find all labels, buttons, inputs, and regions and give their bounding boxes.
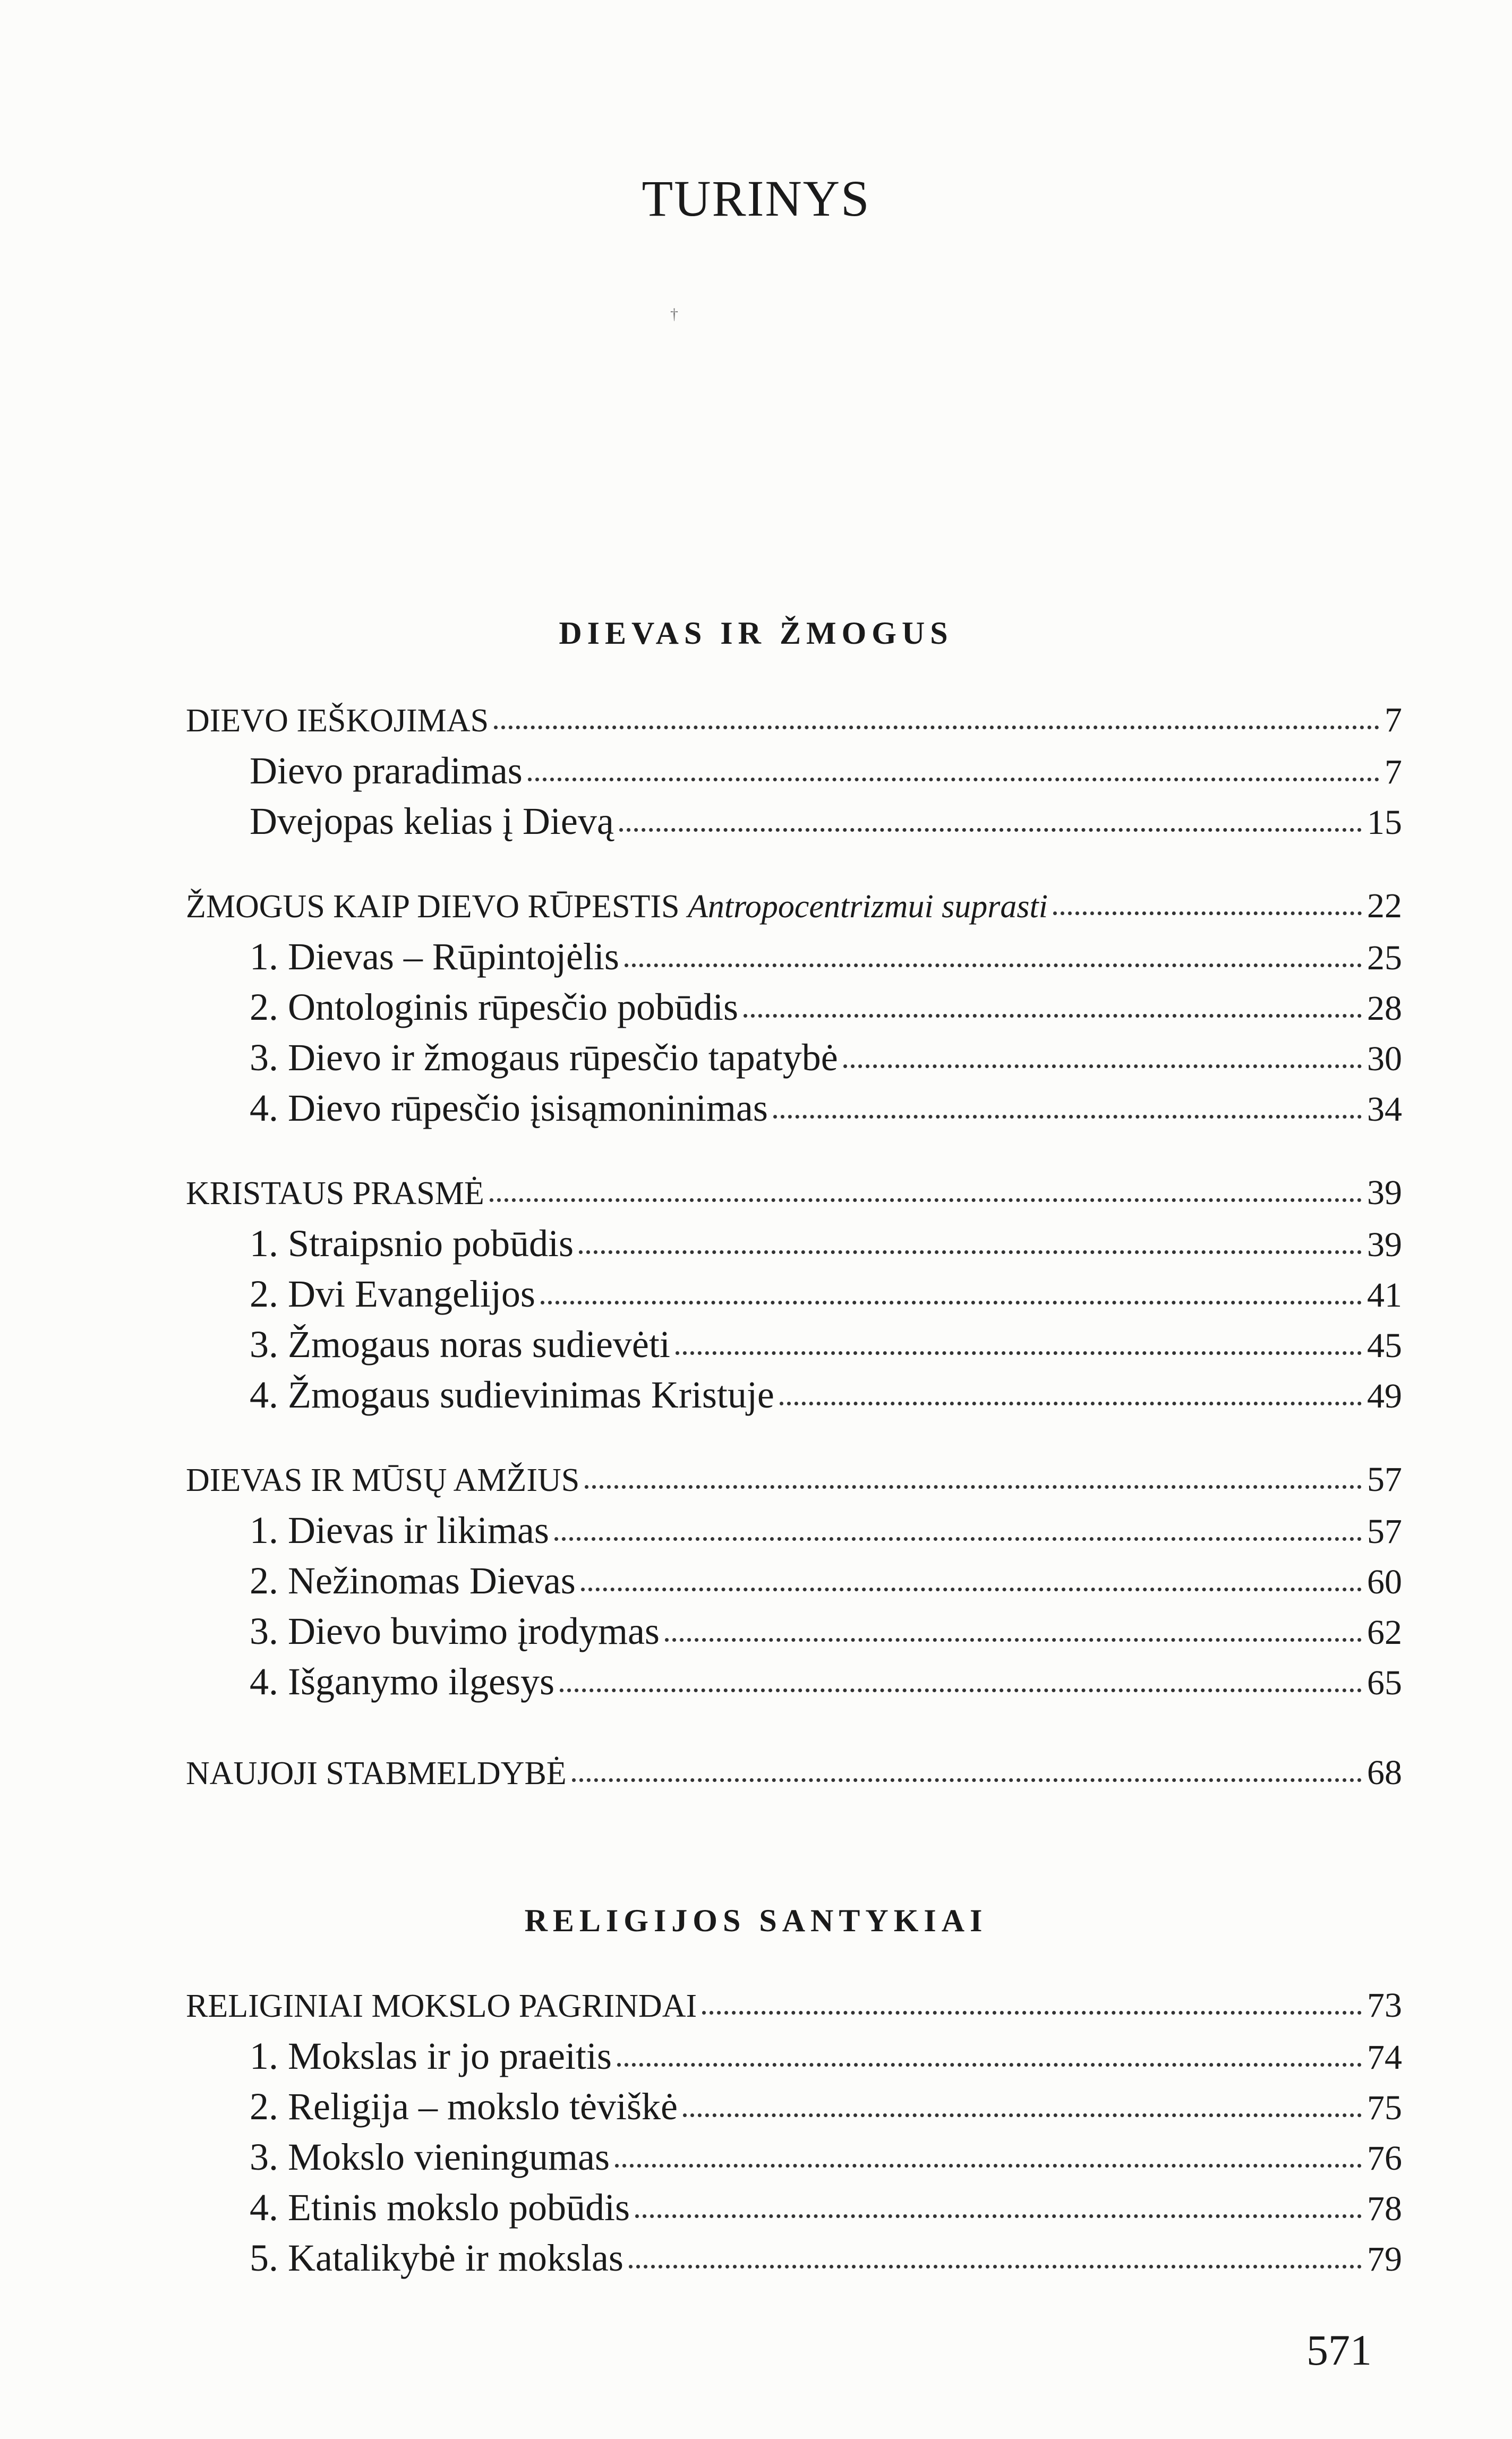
dot-leader xyxy=(665,1635,1362,1642)
page-ref: 25 xyxy=(1367,939,1402,977)
section-title: 2. Religija – mokslo tėviškė xyxy=(250,2085,678,2128)
section-title: 4. Dievo rūpesčio įsisąmoninimas xyxy=(250,1087,768,1129)
section-title: 5. Katalikybė ir mokslas xyxy=(250,2237,623,2279)
section-title: 3. Dievo buvimo įrodymas xyxy=(250,1610,660,1652)
toc-chapter xyxy=(186,1173,1402,1222)
page-number: 571 xyxy=(1306,2326,1372,2374)
dot-leader xyxy=(494,722,1379,729)
page-ref: 15 xyxy=(1367,803,1402,842)
toc-section xyxy=(250,2085,1402,2134)
dot-leader xyxy=(615,2161,1362,2168)
page-ref: 7 xyxy=(1385,753,1402,791)
section-title: 3. Mokslo vieningumas xyxy=(250,2136,610,2178)
dot-leader xyxy=(683,2110,1362,2117)
dot-leader xyxy=(625,960,1362,967)
toc-chapter xyxy=(186,1460,1402,1508)
page-ref: 22 xyxy=(1367,886,1402,925)
page-ref: 28 xyxy=(1367,989,1402,1028)
page-ref: 39 xyxy=(1367,1225,1402,1264)
part-heading: RELIGIJOS SANTYKIAI xyxy=(524,1903,988,1938)
page-ref: 73 xyxy=(1367,1986,1402,2025)
section-title: 3. Žmogaus noras sudievėti xyxy=(250,1323,670,1366)
page-ref: 68 xyxy=(1367,1753,1402,1792)
page-title: TURINYS xyxy=(642,170,870,227)
toc-section xyxy=(250,2236,1402,2285)
dot-leader xyxy=(744,1011,1362,1018)
page-ref: 75 xyxy=(1367,2088,1402,2127)
toc-section xyxy=(250,799,1402,848)
dot-leader xyxy=(635,2211,1362,2218)
page-ref: 30 xyxy=(1367,1039,1402,1078)
section-title: Dvejopas kelias į Dievą xyxy=(250,800,614,842)
dot-leader xyxy=(773,1112,1362,1119)
toc-section xyxy=(250,1086,1402,1135)
toc-section xyxy=(250,1508,1402,1557)
page-ref: 49 xyxy=(1367,1377,1402,1415)
dot-leader xyxy=(676,1348,1362,1355)
dot-leader xyxy=(579,1247,1362,1254)
page-ref: 41 xyxy=(1367,1276,1402,1315)
toc-section xyxy=(250,985,1402,1034)
page-ref: 60 xyxy=(1367,1563,1402,1601)
section-title: 2. Nežinomas Dievas xyxy=(250,1559,576,1602)
dot-leader xyxy=(581,1584,1362,1591)
page-ref: 74 xyxy=(1367,2038,1402,2077)
page-ref: 62 xyxy=(1367,1613,1402,1652)
dot-leader xyxy=(617,2060,1362,2067)
section-title: Dievo praradimas xyxy=(250,749,523,792)
page-ref: 45 xyxy=(1367,1326,1402,1365)
toc-section xyxy=(250,1373,1402,1422)
print-mark: † xyxy=(670,305,678,323)
section-title: 2. Ontologinis rūpesčio pobūdis xyxy=(250,986,738,1028)
chapter-title-text: ŽMOGUS KAIP DIEVO RŪPESTIS xyxy=(186,889,680,925)
dot-leader xyxy=(619,825,1362,832)
section-title: 4. Išganymo ilgesys xyxy=(250,1660,554,1703)
toc-section xyxy=(250,1036,1402,1085)
chapter-title: KRISTAUS PRASMĖ xyxy=(186,1175,484,1212)
toc-section xyxy=(250,1660,1402,1709)
toc-section xyxy=(250,749,1402,798)
section-title: 2. Dvi Evangelijos xyxy=(250,1273,535,1315)
section-title: 1. Mokslas ir jo praeitis xyxy=(250,2035,612,2077)
dot-leader xyxy=(780,1398,1362,1405)
toc-section xyxy=(250,2034,1402,2083)
dot-leader xyxy=(528,774,1379,781)
toc-section xyxy=(250,1222,1402,1270)
toc-chapter xyxy=(186,886,1402,935)
dot-leader xyxy=(490,1195,1362,1202)
page-ref: 76 xyxy=(1367,2139,1402,2178)
page-ref: 34 xyxy=(1367,1090,1402,1129)
page-ref: 78 xyxy=(1367,2189,1402,2228)
page-ref: 65 xyxy=(1367,1664,1402,1702)
section-title: 3. Dievo ir žmogaus rūpesčio tapatybė xyxy=(250,1036,838,1079)
toc-section xyxy=(250,1323,1402,1371)
toc-chapter xyxy=(186,1753,1402,1802)
dot-leader xyxy=(560,1685,1362,1692)
dot-leader xyxy=(1053,908,1362,915)
chapter-title xyxy=(186,888,1048,926)
toc-section xyxy=(250,1609,1402,1658)
toc-section xyxy=(250,2186,1402,2235)
toc-chapter xyxy=(186,700,1402,749)
page-ref: 57 xyxy=(1367,1512,1402,1551)
toc-section xyxy=(250,2135,1402,2184)
dot-leader xyxy=(843,1061,1362,1068)
toc-section xyxy=(250,1272,1402,1321)
dot-leader xyxy=(629,2262,1362,2269)
section-title: 4. Žmogaus sudievinimas Kristuje xyxy=(250,1374,774,1416)
page-ref: 79 xyxy=(1367,2240,1402,2279)
chapter-title: NAUJOJI STABMELDYBĖ xyxy=(186,1755,567,1792)
toc-section xyxy=(250,1559,1402,1608)
chapter-subtitle: Antropocentrizmui suprasti xyxy=(688,889,1048,925)
page-ref: 7 xyxy=(1385,701,1402,739)
dot-leader xyxy=(554,1534,1362,1541)
section-title: 1. Dievas – Rūpintojėlis xyxy=(250,935,619,978)
chapter-title: RELIGINIAI MOKSLO PAGRINDAI xyxy=(186,1988,697,2024)
dot-leader xyxy=(541,1298,1362,1304)
section-title: 4. Etinis mokslo pobūdis xyxy=(250,2186,630,2229)
dot-leader xyxy=(572,1775,1362,1782)
section-title: 1. Straipsnio pobūdis xyxy=(250,1222,574,1265)
page-ref: 39 xyxy=(1367,1173,1402,1212)
chapter-title: DIEVO IEŠKOJIMAS xyxy=(186,703,489,739)
dot-leader xyxy=(585,1482,1362,1489)
toc-chapter xyxy=(186,1985,1402,2034)
page-ref: 57 xyxy=(1367,1460,1402,1499)
toc-section xyxy=(250,935,1402,984)
chapter-title: DIEVAS IR MŪSŲ AMŽIUS xyxy=(186,1462,580,1498)
dot-leader xyxy=(702,2008,1362,2015)
section-title: 1. Dievas ir likimas xyxy=(250,1509,549,1551)
part-heading: DIEVAS IR ŽMOGUS xyxy=(559,616,953,651)
